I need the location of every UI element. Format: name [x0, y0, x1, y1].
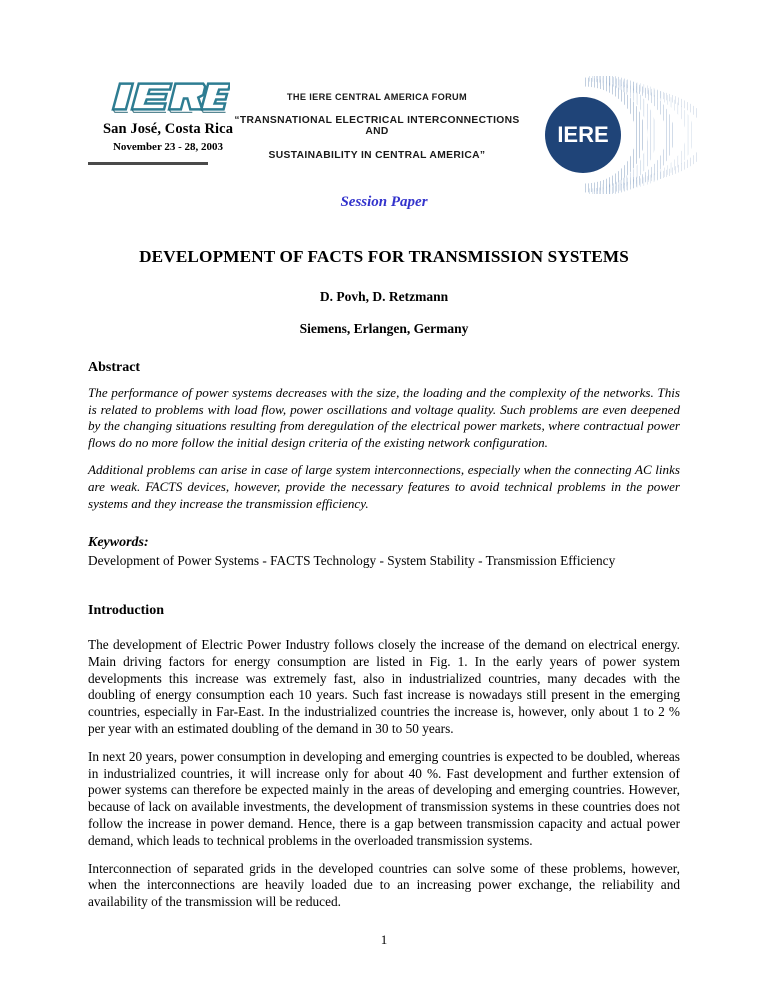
header-date: November 23 - 28, 2003 [112, 141, 224, 153]
introduction-heading: Introduction [88, 602, 164, 618]
forum-theme-line-1: “TRANSNATIONAL ELECTRICAL INTERCONNECTIONS AND [234, 115, 520, 137]
keywords-heading: Keywords: [88, 535, 149, 551]
spacer-before-introduction [88, 570, 680, 603]
keywords-list: Development of Power Systems - FACTS Technology - System Stability - Transmission Efficiency [88, 553, 616, 569]
page-number: 1 [380, 932, 388, 947]
iere-circular-logo [528, 76, 698, 194]
spacer-after-introduction-heading [88, 628, 680, 637]
abstract-paragraph-1: The performance of power systems decreases with the size, the loading and the complexity of the networks. This is related to problems with load flow, power oscillations and voltage quality. Such problems are even deepened by the changing situations resulting from deregulation of the electrical power markets, where contractual power flows do no more follow the initial design criteria of the existing network configuration. [88, 385, 680, 450]
header-forum-titles [222, 92, 532, 161]
document-body [88, 360, 680, 922]
affiliation: Siemens, Erlangen, Germany [299, 321, 469, 336]
forum-theme-line-2: SUSTAINABILITY IN CENTRAL AMERICA” [268, 150, 486, 161]
logo-circle-label: IERE [557, 122, 609, 147]
spacer-before-keywords [88, 523, 680, 535]
header-divider-rule [88, 162, 208, 165]
introduction-paragraph-3: Interconnection of separated grids in the developed countries can solve some of these problems, however, when the interconnections are heavily loaded due to an increasing power exchange, the reliability and availability of the transmission will be reduced. [88, 860, 680, 910]
forum-name-line: THE IERE CENTRAL AMERICA FORUM [286, 92, 468, 102]
introduction-paragraph-2: In next 20 years, power consumption in developing and emerging countries is expected to be doubled, whereas in industrialized countries, it will increase only for about 40 %. Fast development and further extension of power systems can therefore be expected mainly in the areas of developing and emerging countries. However, because of lack on available investments, the development of transmission systems in these countries does not follow the increase in power demand. Hence, there is a gap between transmission capacity and actual power demand, which leads to technical problems in the overloaded transmission systems. [88, 748, 680, 848]
document-header [0, 78, 768, 196]
author-list: D. Povh, D. Retzmann [319, 289, 449, 304]
session-paper-label: Session Paper [340, 194, 428, 210]
introduction-paragraph-1: The development of Electric Power Industry follows closely the increase of the demand on electrical energy. Main driving factors for energy consumption are listed in Fig. 1. In the early years of power system developments this increase was extremely fast, also in industrialized countries, many decades with the doubling of energy consumption each 10 years. Such fast increase is nowadays still present in the emerging countries, especially in Far-East. In the industrialized countries the increase is, however, only about 1 to 2 % per year with an estimated doubling of the demand in 30 to 50 years. [88, 636, 680, 736]
iere-wordmark-logo [106, 78, 230, 118]
abstract-heading: Abstract [88, 360, 141, 375]
page-title: DEVELOPMENT OF FACTS FOR TRANSMISSION SYSTEMS [139, 246, 629, 266]
header-right-block [528, 76, 698, 194]
abstract-paragraph-2: Additional problems can arise in case of large system interconnections, especially when the connecting AC links are weak. FACTS devices, however, provide the necessary features to avoid technical problems in the power systems and they increase the transmission efficiency. [88, 462, 680, 511]
header-place: San José, Costa Rica [102, 121, 234, 137]
